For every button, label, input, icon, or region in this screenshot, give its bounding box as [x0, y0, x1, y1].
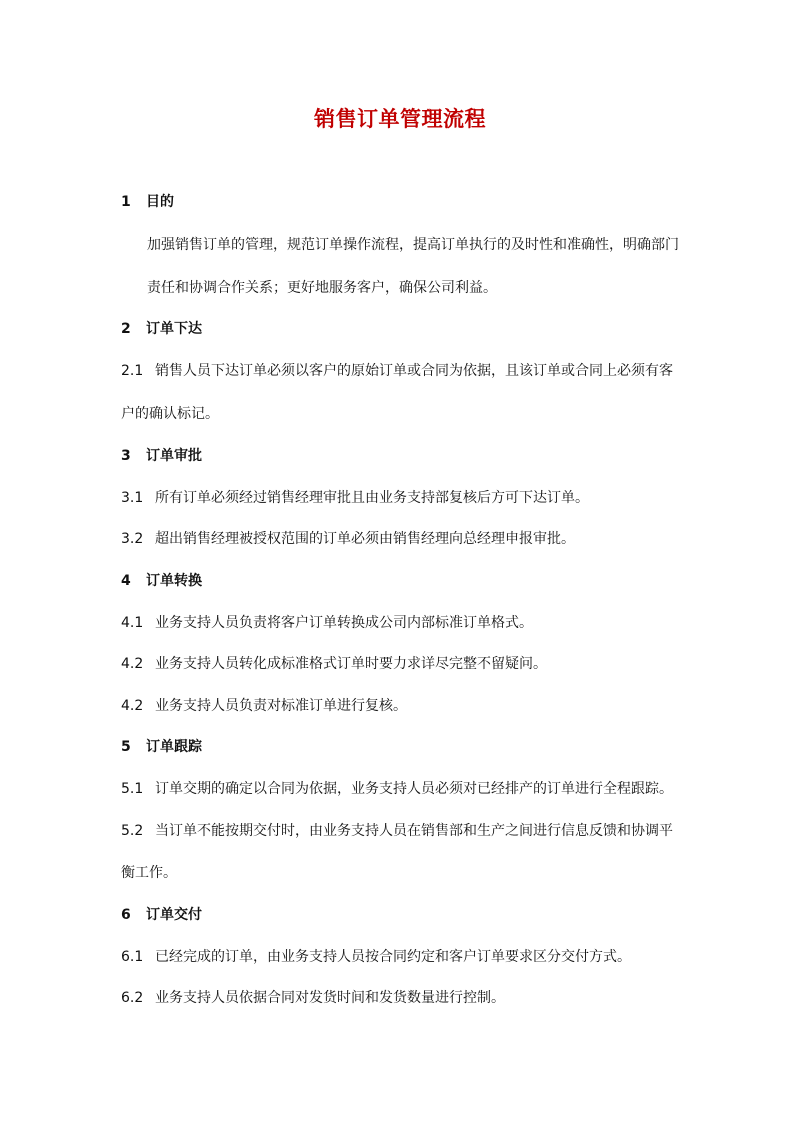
- list-item: [121, 488, 589, 508]
- section-number: 6: [121, 907, 131, 923]
- section-number: 5: [121, 739, 131, 755]
- item-number: 6.1: [121, 949, 144, 965]
- list-item: [121, 361, 673, 381]
- section-heading: [121, 319, 202, 339]
- section-title: 订单跟踪: [146, 739, 202, 755]
- item-number: 3.2: [121, 531, 144, 547]
- section-heading: [121, 192, 174, 212]
- item-text: 所有订单必须经过销售经理审批且由业务支持部复核后方可下达订单。: [155, 490, 589, 506]
- paragraph-line: 加强销售订单的管理，规范订单操作流程，提高订单执行的及时性和准确性，明确部门: [147, 237, 679, 253]
- page-title: 销售订单管理流程: [314, 107, 486, 131]
- item-text: 已经完成的订单，由业务支持人员按合同约定和客户订单要求区分交付方式。: [155, 949, 631, 965]
- item-number: 6.2: [121, 990, 144, 1006]
- section-title: 目的: [146, 194, 174, 210]
- list-item: [121, 529, 575, 549]
- section-number: 4: [121, 573, 131, 589]
- section-title: 订单审批: [146, 448, 202, 464]
- item-text: 超出销售经理被授权范围的订单必须由销售经理向总经理申报审批。: [155, 531, 575, 547]
- section-heading: [121, 905, 202, 925]
- section-number: 3: [121, 448, 131, 464]
- section-heading: [121, 737, 202, 757]
- paragraph-line: 责任和协调合作关系；更好地服务客户，确保公司利益。: [147, 280, 497, 296]
- item-text: 订单交期的确定以合同为依据，业务支持人员必须对已经排产的订单进行全程跟踪。: [155, 781, 673, 797]
- section-heading: [121, 571, 202, 591]
- section-number: 2: [121, 321, 131, 337]
- item-number: 4.1: [121, 615, 144, 631]
- item-number: 5.2: [121, 823, 144, 839]
- section-number: 1: [121, 194, 131, 210]
- item-number: 2.1: [121, 363, 144, 379]
- list-item: [121, 613, 533, 633]
- section-heading: [121, 446, 202, 466]
- item-text: 业务支持人员负责对标准订单进行复核。: [155, 698, 407, 714]
- list-item: [121, 988, 505, 1008]
- section-title: 订单下达: [146, 321, 202, 337]
- item-number: 4.2: [121, 656, 144, 672]
- list-item: [121, 947, 631, 967]
- item-continuation: 户的确认标记。: [121, 406, 219, 422]
- item-number: 3.1: [121, 490, 144, 506]
- section-title: 订单转换: [146, 573, 202, 589]
- list-item: [121, 821, 673, 841]
- list-item: [121, 654, 547, 674]
- item-text: 当订单不能按期交付时，由业务支持人员在销售部和生产之间进行信息反馈和协调平: [155, 823, 673, 839]
- item-text: 业务支持人员转化成标准格式订单时要力求详尽完整不留疑问。: [155, 656, 547, 672]
- list-item: [121, 779, 673, 799]
- item-text: 销售人员下达订单必须以客户的原始订单或合同为依据，且该订单或合同上必须有客: [155, 363, 673, 379]
- list-item: [121, 696, 407, 716]
- section-title: 订单交付: [146, 907, 202, 923]
- item-continuation: 衡工作。: [121, 865, 177, 881]
- item-text: 业务支持人员依据合同对发货时间和发货数量进行控制。: [155, 990, 505, 1006]
- item-text: 业务支持人员负责将客户订单转换成公司内部标准订单格式。: [155, 615, 533, 631]
- item-number: 4.2: [121, 698, 144, 714]
- item-number: 5.1: [121, 781, 144, 797]
